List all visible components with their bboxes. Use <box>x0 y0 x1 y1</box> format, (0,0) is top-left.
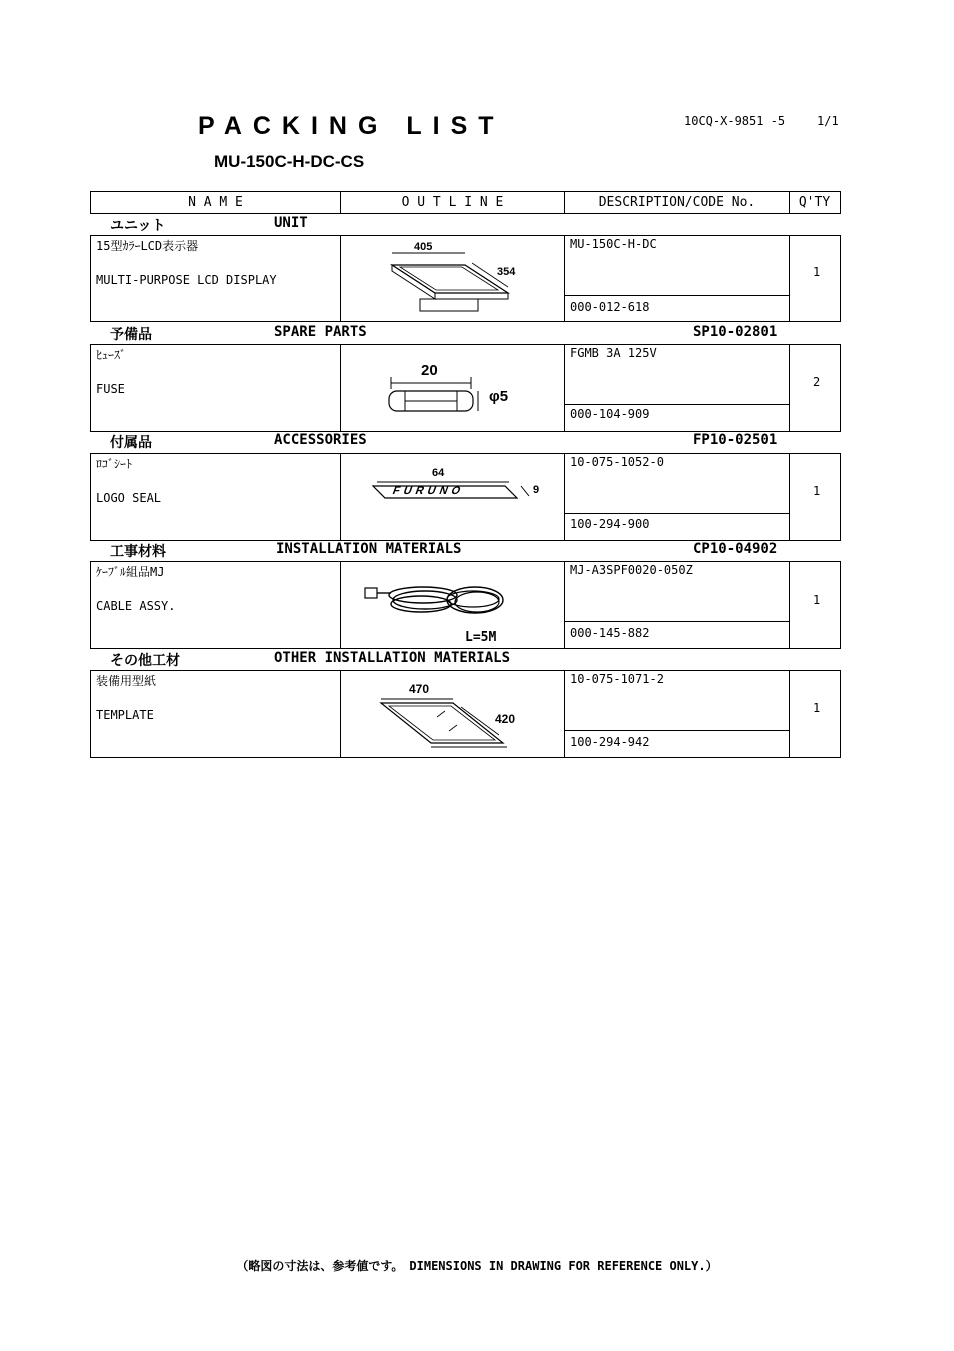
model-number: MU-150C-H-DC-CS <box>214 152 365 171</box>
dimension-depth: 354 <box>497 266 516 278</box>
section-en-title: INSTALLATION MATERIALS <box>276 541 462 557</box>
item-description: 10-075-1052-0 <box>570 455 664 469</box>
logo-seal-text: FURUNO <box>390 485 467 497</box>
item-name-en: TEMPLATE <box>96 708 154 722</box>
section-en-title: ACCESSORIES <box>274 432 367 448</box>
section-en-title: UNIT <box>274 215 308 231</box>
item-row <box>90 453 841 541</box>
item-name-en: LOGO SEAL <box>96 491 162 505</box>
item-name-jp: ﾛｺﾞｼｰﾄ <box>96 457 133 471</box>
item-row <box>90 344 841 432</box>
item-quantity: 1 <box>813 701 821 715</box>
dimension-width: 470 <box>409 682 430 696</box>
item-code-number: 100-294-900 <box>570 517 650 531</box>
item-row <box>90 561 841 649</box>
dimension-height: 9 <box>533 484 540 496</box>
dimension-length: 20 <box>421 362 438 379</box>
section-code: SP10-02801 <box>693 324 778 340</box>
item-code-number: 100-294-942 <box>570 735 650 749</box>
item-quantity: 1 <box>813 484 821 498</box>
dimension-diameter: φ5 <box>489 388 509 405</box>
item-code-number: 000-104-909 <box>570 407 650 421</box>
item-name-jp: ｹｰﾌﾞﾙ組品MJ <box>96 565 165 579</box>
column-header-row <box>90 191 841 214</box>
item-name-en: FUSE <box>96 382 125 396</box>
section-en-title: OTHER INSTALLATION MATERIALS <box>274 650 511 666</box>
item-name-en: CABLE ASSY. <box>96 599 176 613</box>
item-description: MJ-A3SPF0020-050Z <box>570 563 693 577</box>
section-en-title: SPARE PARTS <box>274 324 367 340</box>
item-quantity: 2 <box>813 375 821 389</box>
item-code-number: 000-145-882 <box>570 626 650 640</box>
dimension-depth: 420 <box>495 712 516 726</box>
section-code: FP10-02501 <box>693 432 778 448</box>
item-description: MU-150C-H-DC <box>570 237 657 251</box>
item-quantity: 1 <box>813 593 821 607</box>
column-name: N A M E <box>188 195 243 210</box>
item-row <box>90 670 841 758</box>
item-code-number: 000-012-618 <box>570 300 650 314</box>
item-name-jp: 15型ｶﾗｰLCD表示器 <box>96 239 199 253</box>
item-name-en: MULTI-PURPOSE LCD DISPLAY <box>96 273 277 287</box>
section-jp-title: ユニット <box>110 218 166 234</box>
page-title: PACKING LIST <box>198 112 505 140</box>
page-number: 1/1 <box>817 114 839 128</box>
fuse-outline-drawing <box>385 373 495 417</box>
dimension-cable-length: L=5M <box>465 630 497 645</box>
lcd-display-outline-drawing <box>380 239 540 319</box>
item-description: 10-075-1071-2 <box>570 672 664 686</box>
section-jp-title: 工事材料 <box>110 544 166 560</box>
item-name-jp: 装備用型紙 <box>96 674 157 688</box>
dimension-length: 64 <box>432 467 445 479</box>
section-jp-title: その他工材 <box>110 653 180 669</box>
section-jp-title: 予備品 <box>110 327 152 343</box>
item-description: FGMB 3A 125V <box>570 346 657 360</box>
section-jp-title: 付属品 <box>110 435 152 451</box>
item-quantity: 1 <box>813 265 821 279</box>
footer-note: （略図の寸法は、参考値です。 DIMENSIONS IN DRAWING FOR REFERENCE ONLY.） <box>236 1259 718 1273</box>
section-code: CP10-04902 <box>693 541 778 557</box>
document-number: 10CQ-X-9851 -5 <box>684 114 786 128</box>
dimension-width: 405 <box>414 241 433 253</box>
column-qty: Q'TY <box>789 192 839 213</box>
column-description: DESCRIPTION/CODE No. <box>564 192 789 213</box>
item-name-jp: ﾋｭｰｽﾞ <box>96 348 127 362</box>
cable-outline-drawing <box>363 578 513 622</box>
column-outline: O U T L I N E <box>340 192 564 213</box>
item-row <box>90 235 841 322</box>
